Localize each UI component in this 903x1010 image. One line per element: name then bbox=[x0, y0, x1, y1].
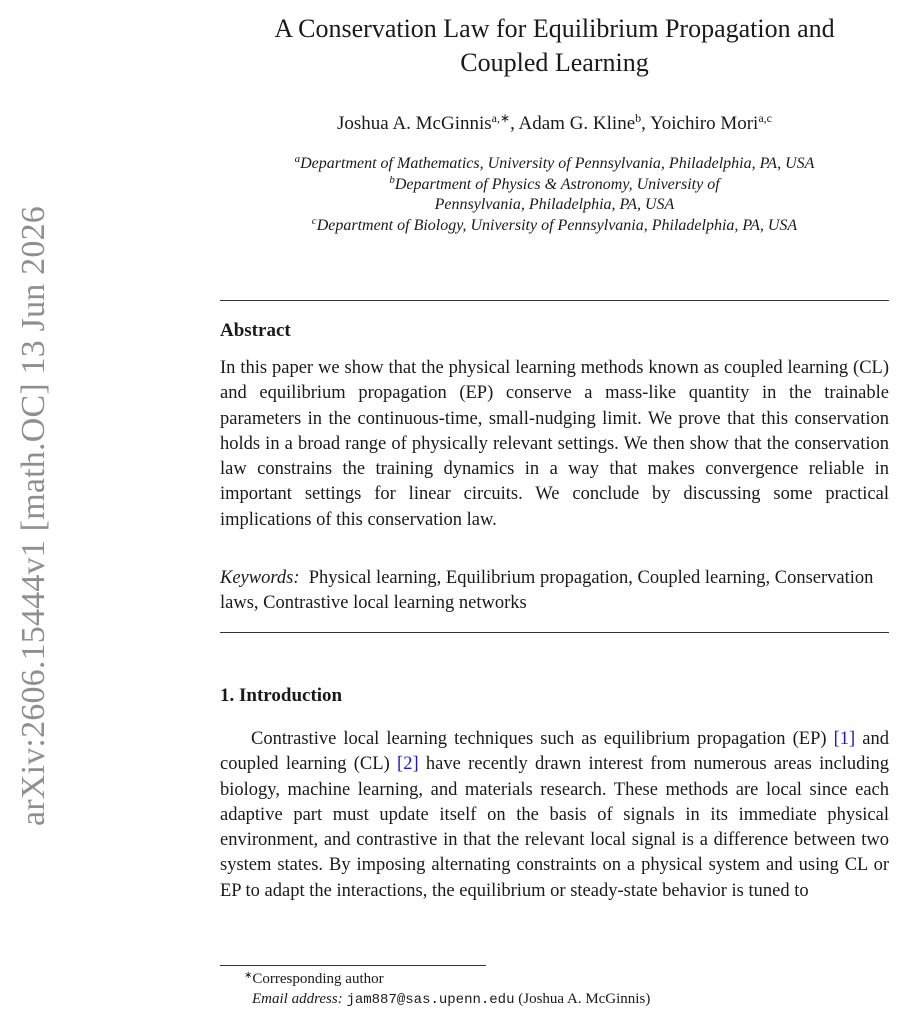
intro-text: and coupled learning (CL) bbox=[220, 729, 889, 775]
affiliation-text: Department of Mathematics, University of Pennsylvania, Philadelphia, PA, USA bbox=[300, 155, 815, 172]
affiliation-text: Department of Biology, University of Pennsylvania, Philadelphia, PA, USA bbox=[316, 216, 798, 234]
citation-link[interactable]: [2] bbox=[397, 754, 419, 775]
author-name: Yoichiro Mori bbox=[649, 113, 759, 134]
abstract-text: In this paper we show that the physical learning methods known as coupled learning (CL) and equilibrium propagation (EP) conserve a mass-like quantity in the trainable parameters in the continuous-time, small-nudging limit. We prove that this conservation holds in a broad range of physically relevant settings. We then show that the conservation law constrains the training dynamics in a way that makes convergence reliable in important settings for linear circuits. We conclude by discussing some practical implications of this conservation law. bbox=[220, 358, 889, 530]
section-heading-introduction: 1. Introduction bbox=[220, 685, 343, 706]
affiliation-list bbox=[220, 154, 889, 236]
abstract-top-rule bbox=[220, 300, 889, 301]
keywords-label: Keywords: bbox=[220, 568, 300, 588]
author-separator: , bbox=[510, 113, 519, 134]
keywords bbox=[220, 566, 889, 617]
keywords-text: Physical learning, Equilibrium propagation, Coupled learning, Conservation laws, Contrastive local learning networks bbox=[220, 568, 874, 614]
affiliation-b bbox=[220, 175, 889, 196]
affiliation-a bbox=[220, 154, 889, 175]
author-mark: b bbox=[635, 111, 642, 125]
abstract-bottom-rule bbox=[220, 632, 889, 633]
email-address[interactable]: jam887@sas.upenn.edu bbox=[346, 992, 515, 1008]
affiliation-mark: b bbox=[389, 173, 395, 186]
citation-link[interactable]: [1] bbox=[833, 729, 856, 749]
footnote-email bbox=[252, 990, 650, 1010]
author-mark: a,∗ bbox=[491, 111, 511, 125]
affiliation-c bbox=[220, 216, 889, 237]
paper-title bbox=[220, 12, 889, 80]
affiliation-mark: c bbox=[311, 214, 317, 227]
introduction-paragraph bbox=[220, 727, 889, 904]
footnote-corresponding bbox=[244, 970, 384, 989]
author-separator: , bbox=[641, 113, 650, 134]
footnote-mark: ∗ bbox=[244, 970, 253, 981]
title-line-2: Coupled Learning bbox=[460, 48, 649, 77]
author-name: Joshua A. McGinnis bbox=[337, 113, 492, 134]
author-list bbox=[220, 112, 889, 136]
email-owner: (Joshua A. McGinnis) bbox=[518, 991, 651, 1007]
affiliation-b-continued: Pennsylvania, Philadelphia, PA, USA bbox=[434, 196, 675, 213]
affiliation-text: Department of Physics & Astronomy, University of bbox=[394, 175, 720, 193]
footnote-rule bbox=[220, 965, 486, 966]
author-name: Adam G. Kline bbox=[518, 113, 636, 134]
affiliation-mark: a bbox=[294, 153, 301, 165]
intro-text: Contrastive local learning techniques such as equilibrium propagation (EP) bbox=[251, 729, 834, 749]
arxiv-stamp: arXiv:2606.15444v1 [math.OC] 13 Jun 2026 bbox=[15, 206, 52, 826]
intro-text: have recently drawn interest from numerous areas including biology, machine learning, and materials research. These methods are local since each adaptive part must update itself on the basis of signals in its immediate physical environment, and contrastive in that the relevant local signal is a difference between two system states. By imposing alternating constraints on a physical system and using CL or EP to adapt the interactions, the equilibrium or steady-state behavior is tuned to bbox=[220, 754, 890, 901]
title-line-1: A Conservation Law for Equilibrium Propagation and bbox=[274, 14, 835, 43]
author-mark: a,c bbox=[758, 111, 772, 125]
footnote-text: Corresponding author bbox=[252, 971, 384, 987]
abstract-heading: Abstract bbox=[220, 320, 291, 341]
email-label: Email address: bbox=[252, 991, 343, 1007]
